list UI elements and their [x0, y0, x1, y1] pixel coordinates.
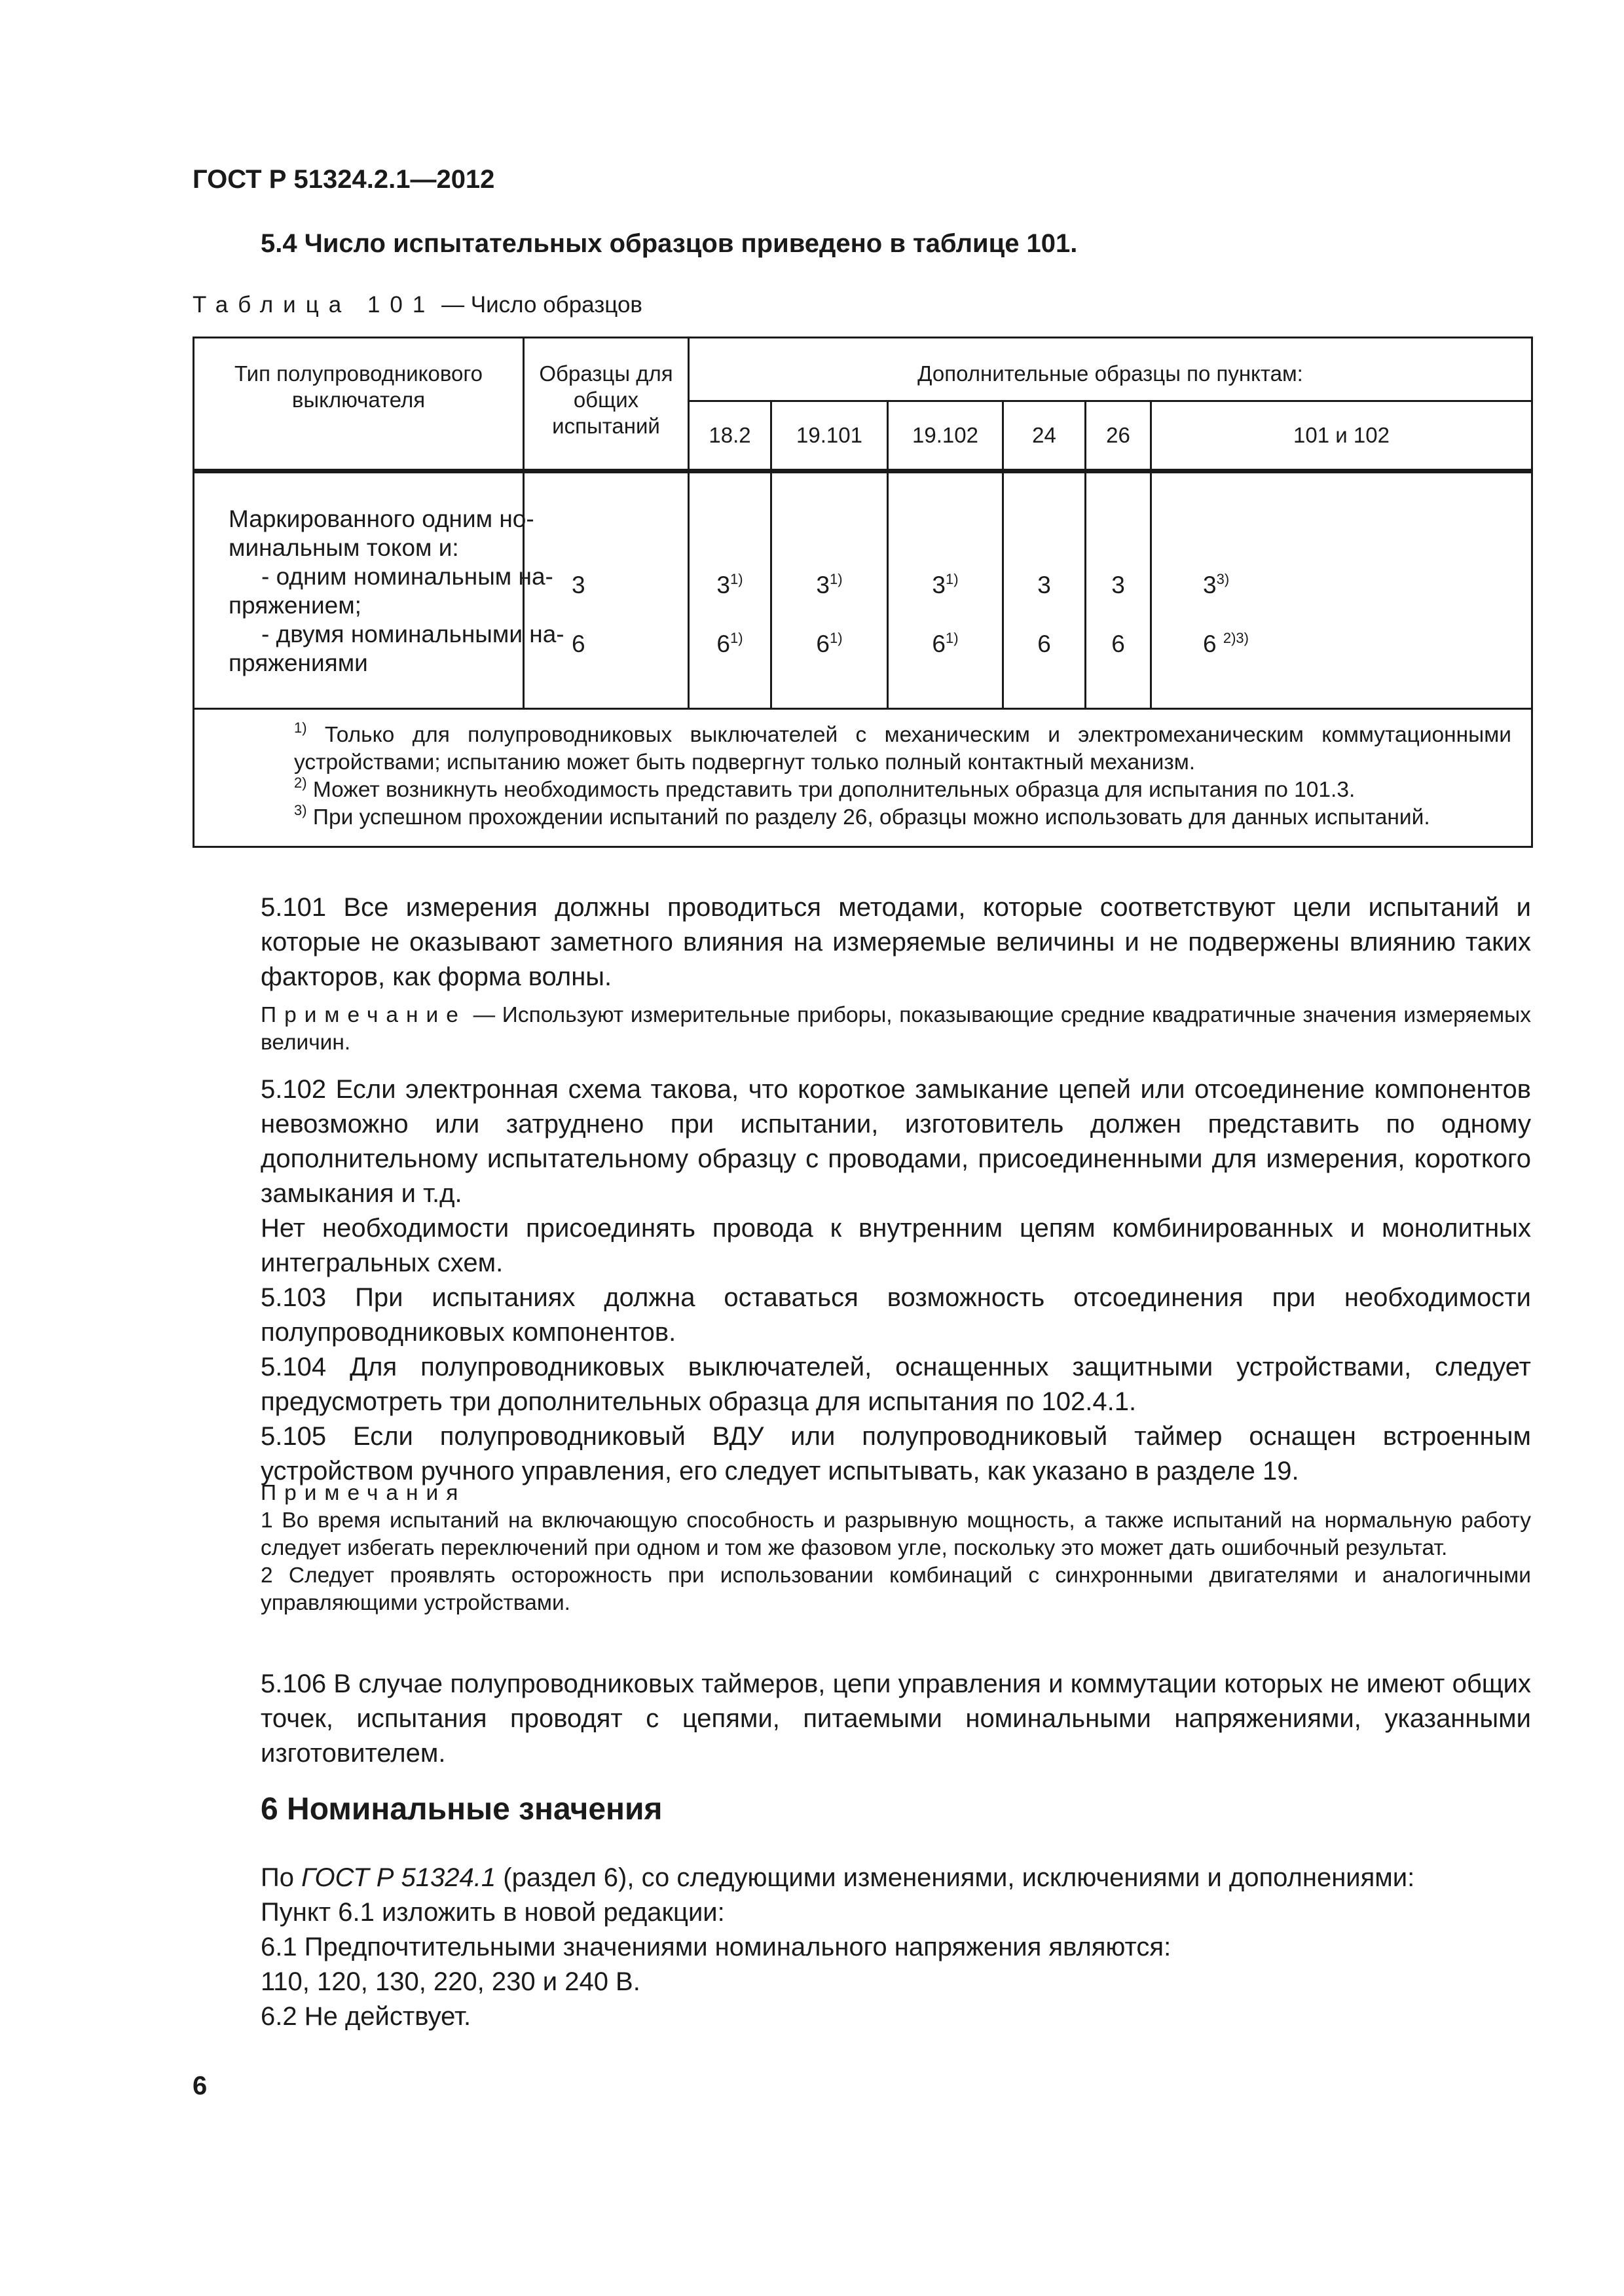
value-two-voltages: 6$^{1)}$	[932, 630, 959, 657]
clause-5-4-heading: 5.4 Число испытательных образцов приведено в таблице 101.	[261, 229, 1078, 258]
value-cell	[689, 471, 771, 709]
table-caption-text: — Число образцов	[435, 292, 642, 318]
voltage-values: 110, 120, 130, 220, 230 и 240 В.	[261, 1967, 640, 1996]
clause-5-104: 5.104 Для полупроводниковых выключателей, оснащенных защитными устройствами, следует предусмотреть три дополнительных образца для испытания по 102.4.1.	[261, 1353, 1531, 1416]
row-description-line: пряжением;	[229, 592, 361, 619]
general-samples-cell	[524, 471, 689, 709]
value-one-voltage: 3$^{1)}$	[932, 571, 959, 598]
value-cell	[888, 471, 1003, 709]
note-item: 2 Следует проявлять осторожность при использовании комбинаций с синхронными двигателями и аналогичными управляющими устройствами.	[261, 1563, 1531, 1615]
note-label: Примечание	[261, 1003, 466, 1027]
table-caption-label: Таблица 101	[193, 292, 435, 318]
note-item: 1 Во время испытаний на включающую способность и разрывную мощность, а также испытаний на нормальную работу следует избегать переключений при одном и том же фазовом угле, поскольку это может дать ошибочный результат.	[261, 1508, 1531, 1560]
note-5-101	[193, 1002, 1531, 1057]
clause-6-1: 6.1 Предпочтительными значениями номинального напряжения являются:	[261, 1933, 1172, 1961]
section-6-heading: 6 Номинальные значения	[261, 1792, 663, 1827]
row-description-line: - двумя номинальными на-	[261, 621, 564, 647]
clause-5-102-continuation: Нет необходимости присоединять провода к внутренним цепям комбинированных и монолитных интегральных схем.	[261, 1214, 1531, 1277]
samples-table	[193, 337, 1533, 848]
header-general-samples: Образцы для общих испытаний	[524, 338, 689, 471]
note-text: — Используют измерительные приборы, показывающие средние квадратичные значения измеряемых величин.	[261, 1003, 1531, 1055]
table-caption	[193, 292, 642, 318]
value-two-voltages: 6 $^{2)3)}$	[1203, 630, 1249, 657]
footnote: $^{1)}$ Только для полупроводниковых выключателей с механическим и электромеханическим коммутационными устройствами; испытанию может быть подвергнут только полный контактный механизм.	[294, 720, 1511, 774]
clause-5-106: 5.106 В случае полупроводниковых таймеров, цепи управления и коммутации которых не имеют общих точек, испытания проводят с цепями, питаемыми номинальными напряжениями, указанными изготовителем.	[261, 1669, 1531, 1768]
value-cell	[1086, 471, 1151, 709]
clause-5-103: 5.103 При испытаниях должна оставаться возможность отсоединения при необходимости полупроводниковых компонентов.	[261, 1283, 1531, 1347]
document-code: ГОСТ Р 51324.2.1—2012	[193, 165, 495, 194]
clause-5-105: 5.105 Если полупроводниковый ВДУ или полупроводниковый таймер оснащен встроенным устройством ручного управления, его следует испытывать, как указано в разделе 19.	[261, 1422, 1531, 1485]
value-cell	[771, 471, 888, 709]
value-cell	[1003, 471, 1086, 709]
value-two-voltages: 6	[572, 630, 585, 657]
value-cell	[1151, 471, 1532, 709]
page-number: 6	[193, 2071, 208, 2100]
row-description-line: пряжениями	[229, 649, 368, 676]
value-two-voltages: 6$^{1)}$	[716, 630, 743, 657]
footnote: $^{3)}$ При успешном прохождении испытаний по разделу 26, образцы можно использовать для данных испытаний.	[294, 802, 1430, 829]
row-description-line: Маркированного одним но-	[229, 505, 534, 532]
section-6-line: Пункт 6.1 изложить в новой редакции:	[261, 1898, 725, 1927]
value-one-voltage: 3	[572, 572, 585, 598]
header-switch-type: Тип полупроводникового выключателя	[194, 338, 524, 471]
table-row	[194, 471, 1532, 709]
row-description-line: - одним номинальным на-	[261, 563, 553, 590]
value-one-voltage: 3	[1037, 572, 1051, 598]
section-6-reference: По ГОСТ Р 51324.1 (раздел 6), со следующими изменениями, исключениями и дополнениями:	[261, 1863, 1415, 1892]
row-description	[194, 471, 564, 709]
clause-6-2: 6.2 Не действует.	[261, 2002, 471, 2031]
value-one-voltage: 3$^{1)}$	[716, 571, 743, 598]
value-one-voltage: 3$^{1)}$	[816, 571, 843, 598]
header-clause: 26	[1086, 401, 1151, 471]
value-one-voltage: 3$^{3)}$	[1203, 571, 1230, 598]
clause-5-101: 5.101 Все измерения должны проводиться методами, которые соответствуют цели испытаний и которые не оказывают заметного влияния на измеряемые величины и не подвержены влиянию таких факторов, как форма волны.	[261, 893, 1531, 991]
header-clause: 101 и 102	[1151, 401, 1532, 471]
value-one-voltage: 3	[1111, 572, 1125, 598]
row-description-line: минальным током и:	[229, 534, 459, 561]
notes-label: Примечания	[261, 1481, 466, 1505]
header-clause: 19.101	[771, 401, 888, 471]
header-additional-samples: Дополнительные образцы по пунктам:	[689, 338, 1532, 401]
footnote: $^{2)}$ Может возникнуть необходимость представить три дополнительных образца для испытания по 101.3.	[294, 774, 1356, 802]
clause-5-102-text: 5.102 Если электронная схема такова, что короткое замыкание цепей или отсоединение компонентов невозможно или затруднено при испытании, изготовитель должен представить по одному дополнительному испытательному образцу с проводами, присоединенными для измерения, короткого замыкания и т.д.	[261, 1075, 1531, 1208]
clause-5-102	[193, 1072, 1531, 1489]
notes-5-105	[193, 1480, 1531, 1617]
header-clause: 24	[1003, 401, 1086, 471]
value-two-voltages: 6	[1111, 630, 1125, 657]
value-two-voltages: 6$^{1)}$	[816, 630, 843, 657]
standard-reference: ГОСТ Р 51324.1	[301, 1863, 496, 1892]
value-two-voltages: 6	[1037, 630, 1051, 657]
header-clause: 19.102	[888, 401, 1003, 471]
table-footnotes	[194, 709, 1532, 847]
header-clause: 18.2	[689, 401, 771, 471]
